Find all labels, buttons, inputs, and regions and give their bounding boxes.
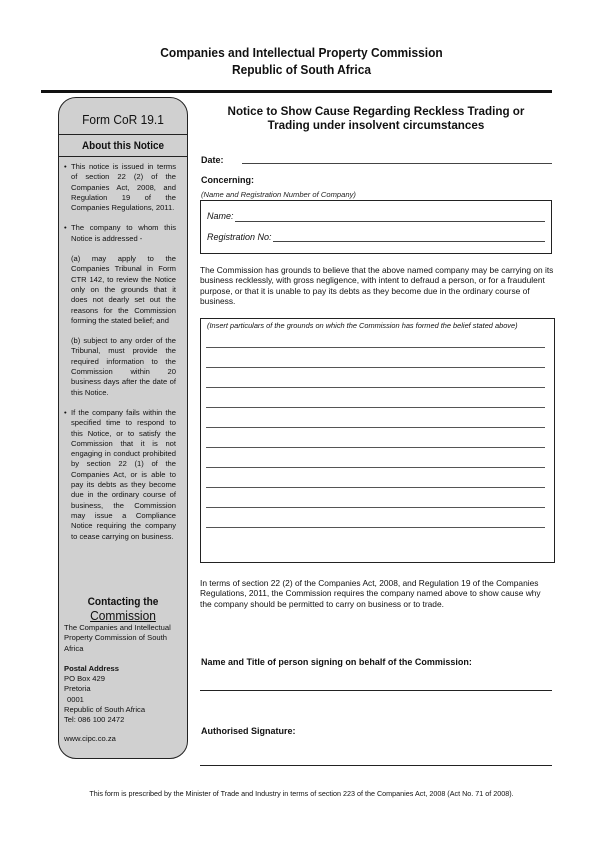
company-name-label: Name: (207, 211, 234, 221)
footer-note: This form is prescribed by the Minister of Trade and Industry in terms of section 223 of the Companies Act, 2008 (Act No. 71 of 2008). (89, 789, 514, 798)
form-number: Form CoR 19.1 (82, 112, 164, 127)
date-label: Date: (201, 155, 224, 165)
registration-number-field[interactable] (273, 241, 545, 242)
about-bullet-2: • The company to whom this Notice is addressed - (64, 223, 176, 244)
info-sidebar (58, 97, 188, 759)
grounds-line[interactable] (206, 387, 545, 388)
show-cause-paragraph: In terms of section 22 (2) of the Companies Act, 2008, and Regulation 19 of the Companies Regulations, 2011, the Commission requires the company named above to show cause why the company should be permitted to carry on business or to trade. (200, 578, 541, 609)
grounds-line[interactable] (206, 487, 545, 488)
notice-title-line-1: Notice to Show Cause Regarding Reckless Trading or (227, 104, 525, 118)
website-link[interactable]: www.cipc.co.za (64, 733, 116, 743)
registration-label: Registration No: (207, 232, 272, 242)
contact-organisation: The Companies and Intellectual Property Commission of South Africa (64, 623, 171, 653)
grounds-note: (Insert particulars of the grounds on which the Commission has formed the belief stated above) (207, 321, 518, 330)
header-line-2: Republic of South Africa (231, 62, 372, 77)
about-bullet-3: • If the company fails within the specified time to respond to this Notice, or to satisfy the Commission that it is not engaging in conduct prohibited by section 22 (1) of the Companies Act, or is able to pay its debts as they become due in the ordinary course of business, the Commission may issue a Compliance Notice requiring the company to cease carrying on business. (64, 408, 176, 542)
contact-details (64, 623, 182, 744)
about-text (64, 162, 176, 552)
header-divider (41, 90, 552, 93)
postal-address-label: Postal Address (64, 663, 120, 673)
grounds-particulars-box[interactable] (200, 318, 555, 563)
contact-title (64, 595, 182, 623)
grounds-line[interactable] (206, 527, 545, 528)
contact-title-line-2: Commission (90, 608, 156, 623)
company-details-box (200, 200, 552, 254)
contact-title-line-1: Contacting the (87, 596, 159, 608)
grounds-line[interactable] (206, 407, 545, 408)
notice-title-line-2: Trading under insolvent circumstances (267, 118, 485, 132)
company-name-field[interactable] (235, 221, 545, 222)
postal-line-3: 0001 (67, 694, 84, 704)
postal-line-1: PO Box 429 (64, 674, 105, 684)
sidebar-divider (59, 156, 187, 157)
grounds-line[interactable] (206, 367, 545, 368)
telephone: Tel: 086 100 2472 (64, 715, 125, 725)
concerning-label: Concerning: (201, 175, 254, 185)
notice-title (205, 104, 546, 132)
sidebar-divider (59, 134, 187, 135)
grounds-line[interactable] (206, 347, 545, 348)
grounds-line[interactable] (206, 447, 545, 448)
about-item-b: (b) subject to any order of the Tribunal, must provide the required information to the Commission within 20 business days after the date of this Notice. (71, 336, 176, 397)
date-field[interactable] (242, 163, 552, 164)
signature-label: Authorised Signature: (201, 726, 296, 736)
grounds-line[interactable] (206, 427, 545, 428)
postal-line-4: Republic of South Africa (64, 705, 146, 715)
about-title: About this Notice (82, 140, 164, 152)
header-line-1: Companies and Intellectual Property Commission (160, 45, 443, 60)
grounds-line[interactable] (206, 467, 545, 468)
signature-field[interactable] (200, 765, 552, 766)
concerning-note: (Name and Registration Number of Company) (201, 190, 356, 199)
grounds-line[interactable] (206, 507, 545, 508)
grounds-paragraph: The Commission has grounds to believe that the above named company may be carrying on its business recklessly, with gross negligence, with intent to defraud a person, or for a fraudulent purpose, or that it is unable to pay its debts as they become due in the ordinary course of business. (200, 265, 554, 307)
about-bullet-1: • This notice is issued in terms of section 22 (2) of the Companies Act, 2008, and Regulation 19 of the Companies Regulations, 2011. (64, 162, 176, 213)
postal-line-2: Pretoria (64, 684, 91, 694)
signer-name-field[interactable] (200, 690, 552, 691)
signer-label: Name and Title of person signing on behalf of the Commission: (201, 657, 472, 667)
commission-header (24, 44, 579, 78)
about-item-a: (a) may apply to the Companies Tribunal in Form CTR 142, to review the Notice only on the grounds that it does not dearly set out the reasons for the Commission forming the stated belief; and (71, 254, 176, 325)
